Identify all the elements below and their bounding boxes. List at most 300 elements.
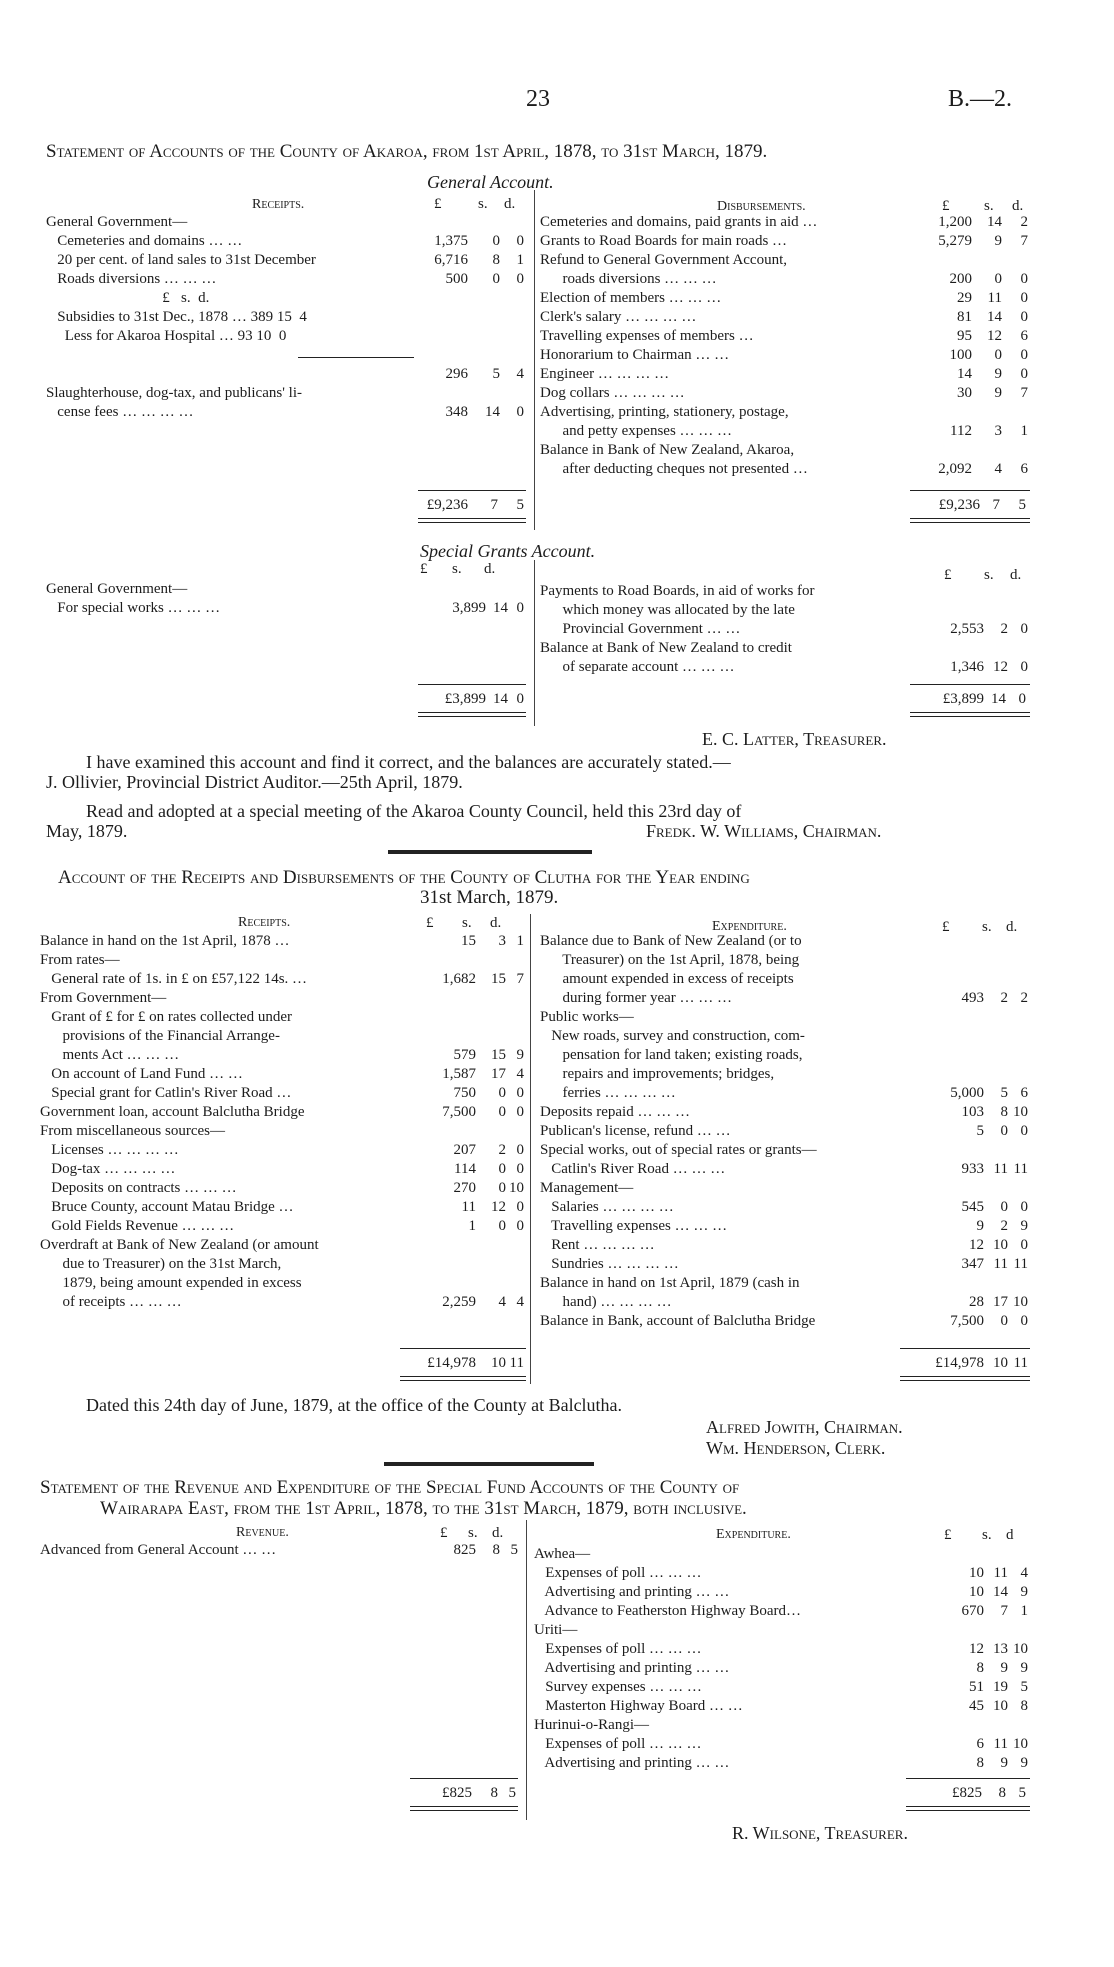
- ledger-pence-value: 6: [1020, 328, 1028, 344]
- ledger-row-description: Payments to Road Boards, in aid of works for: [540, 583, 815, 599]
- ledger-pounds-value: 347: [961, 1256, 984, 1272]
- ledger-row-description: Balance at Bank of New Zealand to credit: [540, 640, 792, 656]
- ledger-row-description: Provincial Government … …: [540, 621, 741, 637]
- akaroa-special-receipts-list: [46, 580, 526, 618]
- ledger-shillings-value: 5: [1000, 1085, 1008, 1101]
- ledger-row-description: Survey expenses … … …: [534, 1679, 702, 1695]
- ledger-pounds-value: 103: [961, 1104, 984, 1120]
- akaroa-disbursements-heading: Disbursements.: [717, 199, 806, 214]
- ledger-row: [540, 1255, 1030, 1274]
- ledger-row-description: which money was allocated by the late: [540, 602, 795, 618]
- clutha-right-total-rule: [900, 1348, 1030, 1349]
- akaroa-special-divider: [534, 560, 535, 726]
- ledger-row-description: Subsidies to 31st Dec., 1878 … 389 15 4: [46, 309, 307, 325]
- wairarapa-divider: [526, 1520, 527, 1820]
- section-separator: [388, 850, 592, 854]
- ledger-pence-value: 11: [1013, 1256, 1028, 1272]
- ledger-shillings-value: 14: [485, 404, 500, 420]
- ledger-row: [40, 1217, 526, 1236]
- akaroa-audit-line1: I have examined this account and find it correct, and the balances are accurately stated.—: [86, 752, 731, 772]
- ledger-pence-value: 6: [1020, 1085, 1028, 1101]
- ledger-shillings-value: 0: [1000, 1199, 1008, 1215]
- ledger-row-description: General rate of 1s. in £ on £57,122 14s. …: [40, 971, 308, 987]
- akaroa-title: Statement of Accounts of the County of Akaroa, from 1st April, 1878, to 31st March, 1879.: [46, 141, 768, 162]
- ledger-pounds-value: 1,587: [442, 1066, 476, 1082]
- ledger-shillings-value: 2: [1000, 621, 1008, 637]
- akaroa-adopt-line1: Read and adopted at a special meeting of the Akaroa County Council, held this 23rd day of: [86, 801, 742, 821]
- ledger-row: [40, 1255, 526, 1274]
- ledger-shillings-value: 0: [492, 271, 500, 287]
- shillings-symbol: s.: [984, 198, 994, 214]
- ledger-pounds-value: 28: [969, 1294, 984, 1310]
- ledger-pence-value: 2: [1020, 214, 1028, 230]
- wairarapa-left-double-rule: [410, 1806, 518, 1811]
- ledger-pence-value: 9: [1020, 1218, 1028, 1234]
- ledger-pence-value: 0: [1020, 271, 1028, 287]
- ledger-pounds-value: 1,375: [434, 233, 468, 249]
- ledger-pounds-value: 15: [461, 933, 476, 949]
- ledger-pence-value: 9: [1020, 1584, 1028, 1600]
- wairarapa-treasurer-signature: R. Wilsone, Treasurer.: [732, 1823, 908, 1843]
- ledger-row: [540, 582, 1030, 601]
- ledger-row-description: Honorarium to Chairman … …: [540, 347, 730, 363]
- ledger-row: [540, 1274, 1030, 1293]
- ledger-shillings-value: 15: [491, 1047, 506, 1063]
- akaroa-receipts-heading: Receipts.: [252, 197, 305, 212]
- wairarapa-title-line1: Statement of the Revenue and Expenditure of the Special Fund Accounts of the County of: [40, 1477, 740, 1498]
- ledger-row-description: Roads diversions … … …: [46, 271, 217, 287]
- ledger-pence-value: 0: [516, 1104, 524, 1120]
- ledger-shillings-value: 10: [993, 1237, 1008, 1253]
- ledger-row: [46, 365, 526, 384]
- ledger-row: [534, 1735, 1030, 1754]
- ledger-row-description: during former year … … …: [540, 990, 733, 1006]
- ledger-pounds-value: 51: [969, 1679, 984, 1695]
- ledger-shillings-value: 0: [498, 1161, 506, 1177]
- ledger-pence-value: 9: [516, 1047, 524, 1063]
- ledger-pence-value: 0: [1020, 366, 1028, 382]
- ledger-row: [534, 1602, 1030, 1621]
- ledger-row-description: Advance to Featherston Highway Board…: [534, 1603, 802, 1619]
- ledger-row-description: ferries … … … …: [540, 1085, 676, 1101]
- ledger-row: [540, 403, 1030, 422]
- ledger-shillings-value: 11: [987, 290, 1002, 306]
- ledger-row: [40, 1179, 526, 1198]
- ledger-row-description: Cemeteries and domains, paid grants in aid …: [540, 214, 818, 230]
- ledger-shillings-value: 12: [987, 328, 1002, 344]
- ledger-row-description: Advertising, printing, stationery, postage,: [540, 404, 789, 420]
- akaroa-disbursements-list: [540, 213, 1030, 479]
- ledger-shillings-value: 17: [993, 1294, 1008, 1310]
- ledger-pence-value: 5: [510, 1542, 518, 1558]
- ledger-pounds-value: 500: [445, 271, 468, 287]
- ledger-row-description: On account of Land Fund … …: [40, 1066, 243, 1082]
- ledger-pence-value: 0: [516, 233, 524, 249]
- ledger-row-description: Treasurer) on the 1st April, 1878, being: [540, 952, 800, 968]
- ledger-pounds-value: 100: [949, 347, 972, 363]
- ledger-row: [46, 308, 526, 327]
- ledger-row: [46, 289, 526, 308]
- ledger-shillings-value: 11: [993, 1736, 1008, 1752]
- ledger-row: [540, 422, 1030, 441]
- wairarapa-title-line2: Wairarapa East, from the 1st April, 1878, to the 31st March, 1879, both inclusive.: [100, 1498, 747, 1519]
- ledger-row-description: Deposits on contracts … … …: [40, 1180, 237, 1196]
- ledger-row: [540, 232, 1030, 251]
- ledger-pounds-value: 579: [453, 1047, 476, 1063]
- ledger-shillings-value: 9: [1000, 1755, 1008, 1771]
- wairarapa-revenue-heading: Revenue.: [236, 1525, 289, 1540]
- ledger-pounds-value: 1,346: [950, 659, 984, 675]
- ledger-shillings-value: 8: [1000, 1104, 1008, 1120]
- ledger-row-description: pensation for land taken; existing roads,: [540, 1047, 803, 1063]
- ledger-row-description: Bruce County, account Matau Bridge …: [40, 1199, 294, 1215]
- ledger-row: [46, 213, 526, 232]
- akaroa-special-left-rule: [418, 684, 526, 685]
- ledger-pence-value: 7: [1020, 233, 1028, 249]
- ledger-shillings-value: 11: [993, 1161, 1008, 1177]
- ledger-row: [540, 639, 1030, 658]
- ledger-row-description: Balance due to Bank of New Zealand (or to: [540, 933, 802, 949]
- ledger-shillings-value: 14: [493, 600, 508, 616]
- ledger-row: [540, 460, 1030, 479]
- ledger-row: [46, 327, 526, 346]
- ledger-row: [46, 251, 526, 270]
- clutha-receipts-heading: Receipts.: [238, 915, 291, 930]
- ledger-row-description: Travelling expenses of members …: [540, 328, 754, 344]
- ledger-pounds-value: 670: [961, 1603, 984, 1619]
- ledger-row-description: Clerk's salary … … … …: [540, 309, 697, 325]
- ledger-row-description: 1879, being amount expended in excess: [40, 1275, 302, 1291]
- ledger-row: [540, 384, 1030, 403]
- ledger-shillings-value: 0: [994, 271, 1002, 287]
- ledger-row-description: of receipts … … …: [40, 1294, 182, 1310]
- ledger-row: [534, 1659, 1030, 1678]
- ledger-pounds-value: 6: [976, 1736, 984, 1752]
- ledger-pounds-value: 545: [961, 1199, 984, 1215]
- ledger-row: [540, 1122, 1030, 1141]
- ledger-pounds-value: 207: [453, 1142, 476, 1158]
- ledger-row-description: Dog collars … … … …: [540, 385, 685, 401]
- ledger-pence-value: 0: [1020, 1199, 1028, 1215]
- ledger-row-description: Advertising and printing … …: [534, 1584, 730, 1600]
- ledger-shillings-value: 0: [498, 1218, 506, 1234]
- ledger-pounds-value: 1: [468, 1218, 476, 1234]
- ledger-shillings-value: 2: [1000, 990, 1008, 1006]
- clutha-chairman-signature: Alfred Jowith, Chairman.: [706, 1417, 903, 1437]
- ledger-pounds-value: 8: [976, 1660, 984, 1676]
- akaroa-left-double-rule: [418, 518, 526, 523]
- ledger-row: [534, 1697, 1030, 1716]
- ledger-shillings-value: 13: [993, 1641, 1008, 1657]
- ledger-row: [540, 327, 1030, 346]
- ledger-shillings-value: 12: [491, 1199, 506, 1215]
- ledger-shillings-value: 4: [994, 461, 1002, 477]
- ledger-row-description: Hurinui-o-Rangi—: [534, 1717, 649, 1733]
- ledger-shillings-value: 9: [994, 385, 1002, 401]
- ledger-row: [540, 289, 1030, 308]
- ledger-pence-value: 0: [516, 1142, 524, 1158]
- ledger-pence-value: 7: [516, 971, 524, 987]
- wairarapa-expenditure-list: [534, 1545, 1030, 1773]
- ledger-row: [40, 1027, 526, 1046]
- ledger-row: [40, 1084, 526, 1103]
- ledger-row-description: amount expended in excess of receipts: [540, 971, 794, 987]
- ledger-shillings-value: 8: [492, 1542, 500, 1558]
- ledger-row-description: Government loan, account Balclutha Bridge: [40, 1104, 305, 1120]
- ledger-row: [46, 580, 526, 599]
- ledger-row: [40, 951, 526, 970]
- ledger-row-description: For special works … … …: [46, 600, 221, 616]
- clutha-left-double-rule: [400, 1376, 526, 1381]
- ledger-row: [40, 932, 526, 951]
- ledger-row: [40, 1541, 520, 1560]
- ledger-pounds-value: 6,716: [434, 252, 468, 268]
- akaroa-right-double-rule: [910, 518, 1030, 523]
- ledger-pounds-value: 1,200: [938, 214, 972, 230]
- ledger-row-description: cense fees … … … …: [46, 404, 194, 420]
- akaroa-special-disbursements-list: [540, 582, 1030, 677]
- ledger-row-description: Advertising and printing … …: [534, 1755, 730, 1771]
- ledger-row: [40, 1008, 526, 1027]
- clutha-expenditure-heading: Expenditure.: [712, 919, 787, 934]
- ledger-row-description: Balance in Bank of New Zealand, Akaroa,: [540, 442, 795, 458]
- ledger-row: [540, 346, 1030, 365]
- ledger-shillings-value: 8: [492, 252, 500, 268]
- clutha-dated-line: Dated this 24th day of June, 1879, at the office of the County at Balclutha.: [86, 1395, 623, 1415]
- ledger-row: [540, 620, 1030, 639]
- ledger-row-description: Publican's license, refund … …: [540, 1123, 731, 1139]
- ledger-row: [40, 1122, 526, 1141]
- wairarapa-right-total-rule: [906, 1778, 1030, 1779]
- ledger-pence-value: 0: [516, 1199, 524, 1215]
- ledger-pounds-value: 5,000: [950, 1085, 984, 1101]
- pence-symbol: d.: [504, 196, 516, 212]
- ledger-shillings-value: 4: [498, 1294, 506, 1310]
- wairarapa-right-double-rule: [906, 1806, 1030, 1811]
- ledger-pence-value: 1: [1020, 423, 1028, 439]
- ledger-row-description: Grant of £ for £ on rates collected under: [40, 1009, 292, 1025]
- ledger-row: [540, 989, 1030, 1008]
- ledger-row-description: Dog-tax … … … …: [40, 1161, 176, 1177]
- ledger-pence-value: 0: [1020, 347, 1028, 363]
- ledger-pence-value: 7: [1020, 385, 1028, 401]
- ledger-shillings-value: 2: [498, 1142, 506, 1158]
- ledger-row-description: Expenses of poll … … …: [534, 1641, 702, 1657]
- ledger-pounds-value: 270: [453, 1180, 476, 1196]
- ledger-pence-value: 0: [1020, 1313, 1028, 1329]
- ledger-row-description: Expenses of poll … … …: [534, 1736, 702, 1752]
- ledger-pounds-value: 81: [957, 309, 972, 325]
- ledger-row-description: Gold Fields Revenue … … …: [40, 1218, 235, 1234]
- ledger-row-description: Slaughterhouse, dog-tax, and publicans' li-: [46, 385, 302, 401]
- ledger-pence-value: 0: [1020, 659, 1028, 675]
- ledger-pence-value: 10: [1013, 1104, 1028, 1120]
- akaroa-general-heading: General Account.: [427, 172, 554, 192]
- ledger-row: [540, 1027, 1030, 1046]
- ledger-pence-value: 6: [1020, 461, 1028, 477]
- ledger-pence-value: 0: [1020, 1237, 1028, 1253]
- ledger-row-description: and petty expenses … … …: [540, 423, 733, 439]
- shillings-symbol: s.: [478, 196, 488, 212]
- wairarapa-revenue-list: [40, 1541, 520, 1560]
- ledger-row: [40, 970, 526, 989]
- ledger-pounds-value: 11: [461, 1199, 476, 1215]
- ledger-row: [540, 1103, 1030, 1122]
- ledger-pounds-value: 12: [969, 1641, 984, 1657]
- ledger-row: [40, 1274, 526, 1293]
- akaroa-special-right-double-rule: [910, 712, 1030, 717]
- ledger-row: [540, 1046, 1030, 1065]
- ledger-row: [540, 270, 1030, 289]
- ledger-row: [540, 932, 1030, 951]
- akaroa-receipts-list: [46, 213, 526, 422]
- pounds-symbol: £: [434, 196, 442, 212]
- ledger-row: [540, 1008, 1030, 1027]
- ledger-row: [540, 1293, 1030, 1312]
- ledger-row-description: after deducting cheques not presented …: [540, 461, 808, 477]
- ledger-row-description: Balance in hand on 1st April, 1879 (cash in: [540, 1275, 800, 1291]
- ledger-row-description: Awhea—: [534, 1546, 591, 1562]
- ledger-row-description: repairs and improvements; bridges,: [540, 1066, 775, 1082]
- ledger-shillings-value: 11: [993, 1565, 1008, 1581]
- ledger-row-description: New roads, survey and construction, com-: [540, 1028, 805, 1044]
- ledger-pounds-value: 7,500: [950, 1313, 984, 1329]
- ledger-pence-value: 0: [1020, 1123, 1028, 1139]
- ledger-row-description: Salaries … … … …: [540, 1199, 674, 1215]
- clutha-left-total-rule: [400, 1348, 526, 1349]
- ledger-row: [534, 1583, 1030, 1602]
- ledger-row: [40, 1065, 526, 1084]
- ledger-shillings-value: 0: [498, 1104, 506, 1120]
- ledger-row: [46, 232, 526, 251]
- akaroa-subtotal-rule: [298, 357, 414, 358]
- ledger-pounds-value: 1,682: [442, 971, 476, 987]
- ledger-row-description: From rates—: [40, 952, 120, 968]
- ledger-shillings-value: 0: [498, 1085, 506, 1101]
- akaroa-left-total-rule: [418, 490, 526, 491]
- ledger-pounds-value: 493: [961, 990, 984, 1006]
- page-number: 23: [526, 86, 550, 112]
- ledger-row: [46, 346, 526, 365]
- ledger-row: [540, 1160, 1030, 1179]
- ledger-pence-value: 10: [1013, 1736, 1028, 1752]
- ledger-row-description: Licenses … … … …: [40, 1142, 179, 1158]
- clutha-expenditure-list: [540, 932, 1030, 1331]
- ledger-row: [46, 384, 526, 403]
- ledger-shillings-value: 19: [993, 1679, 1008, 1695]
- ledger-shillings-value: 14: [987, 309, 1002, 325]
- ledger-pence-value: 0: [516, 1218, 524, 1234]
- ledger-row-description: Election of members … … …: [540, 290, 722, 306]
- ledger-pounds-value: 825: [453, 1542, 476, 1558]
- ledger-row: [540, 1236, 1030, 1255]
- ledger-row: [40, 1046, 526, 1065]
- ledger-row: [540, 365, 1030, 384]
- ledger-row: [540, 601, 1030, 620]
- ledger-row: [40, 1198, 526, 1217]
- ledger-shillings-value: 0: [994, 347, 1002, 363]
- clutha-right-double-rule: [900, 1376, 1030, 1381]
- ledger-row: [534, 1545, 1030, 1564]
- ledger-row-description: General Government—: [46, 214, 188, 230]
- ledger-row-description: due to Treasurer) on the 31st March,: [40, 1256, 282, 1272]
- ledger-pence-value: 4: [516, 366, 524, 382]
- akaroa-audit-line2: J. Ollivier, Provincial District Auditor.—25th April, 1879.: [46, 772, 463, 792]
- ledger-pence-value: 2: [1020, 990, 1028, 1006]
- ledger-row-description: Cemeteries and domains … …: [46, 233, 243, 249]
- ledger-shillings-value: 0: [1000, 1123, 1008, 1139]
- ledger-row-description: Sundries … … … …: [540, 1256, 679, 1272]
- ledger-row-description: Management—: [540, 1180, 634, 1196]
- ledger-row: [534, 1754, 1030, 1773]
- ledger-pounds-value: 2,259: [442, 1294, 476, 1310]
- ledger-row: [540, 1141, 1030, 1160]
- ledger-row: [540, 658, 1030, 677]
- ledger-row: [540, 308, 1030, 327]
- ledger-pounds-value: 30: [957, 385, 972, 401]
- ledger-row: [540, 970, 1030, 989]
- ledger-shillings-value: 12: [993, 659, 1008, 675]
- ledger-pence-value: 9: [1020, 1755, 1028, 1771]
- ledger-pounds-value: 2,092: [938, 461, 972, 477]
- ledger-row: [534, 1621, 1030, 1640]
- ledger-row: [534, 1640, 1030, 1659]
- pence-symbol: d.: [1012, 198, 1024, 214]
- ledger-pounds-value: 200: [949, 271, 972, 287]
- ledger-shillings-value: 10: [993, 1698, 1008, 1714]
- ledger-shillings-value: 15: [491, 971, 506, 987]
- ledger-row-description: provisions of the Financial Arrange-: [40, 1028, 280, 1044]
- ledger-row-description: Advanced from General Account … …: [40, 1542, 277, 1558]
- ledger-row-description: Engineer … … … …: [540, 366, 670, 382]
- ledger-row: [540, 1217, 1030, 1236]
- wairarapa-expenditure-heading: Expenditure.: [716, 1527, 791, 1542]
- ledger-pence-value: 0: [1020, 309, 1028, 325]
- ledger-row-description: Special grant for Catlin's River Road …: [40, 1085, 292, 1101]
- ledger-row: [46, 270, 526, 289]
- ledger-pence-value: 4: [516, 1066, 524, 1082]
- ledger-row: [40, 1103, 526, 1122]
- ledger-row: [534, 1678, 1030, 1697]
- ledger-shillings-value: 14: [993, 1584, 1008, 1600]
- ledger-row: [540, 441, 1030, 460]
- ledger-pounds-value: 12: [969, 1237, 984, 1253]
- ledger-pence-value: 10: [1013, 1641, 1028, 1657]
- akaroa-special-heading: Special Grants Account.: [420, 541, 596, 561]
- clutha-title-line1: Account of the Receipts and Disbursements of the County of Clutha for the Year ending: [58, 867, 750, 888]
- ledger-row: [40, 1160, 526, 1179]
- ledger-pence-value: 8: [1020, 1698, 1028, 1714]
- ledger-row-description: Overdraft at Bank of New Zealand (or amount: [40, 1237, 319, 1253]
- ledger-shillings-value: 14: [987, 214, 1002, 230]
- ledger-pence-value: 0: [1020, 621, 1028, 637]
- ledger-pence-value: 0: [1020, 290, 1028, 306]
- ledger-row-description: Less for Akaroa Hospital … 93 10 0: [46, 328, 287, 344]
- ledger-shillings-value: 17: [491, 1066, 506, 1082]
- ledger-row-description: 20 per cent. of land sales to 31st December: [46, 252, 316, 268]
- ledger-pounds-value: 750: [453, 1085, 476, 1101]
- ledger-row: [540, 1065, 1030, 1084]
- ledger-pounds-value: 5: [976, 1123, 984, 1139]
- ledger-shillings-value: 0: [492, 233, 500, 249]
- ledger-pence-value: 1: [516, 252, 524, 268]
- ledger-pounds-value: 114: [454, 1161, 476, 1177]
- ledger-pounds-value: 5,279: [938, 233, 972, 249]
- ledger-row: [540, 1312, 1030, 1331]
- ledger-row-description: General Government—: [46, 581, 188, 597]
- ledger-row: [46, 599, 526, 618]
- ledger-row: [540, 251, 1030, 270]
